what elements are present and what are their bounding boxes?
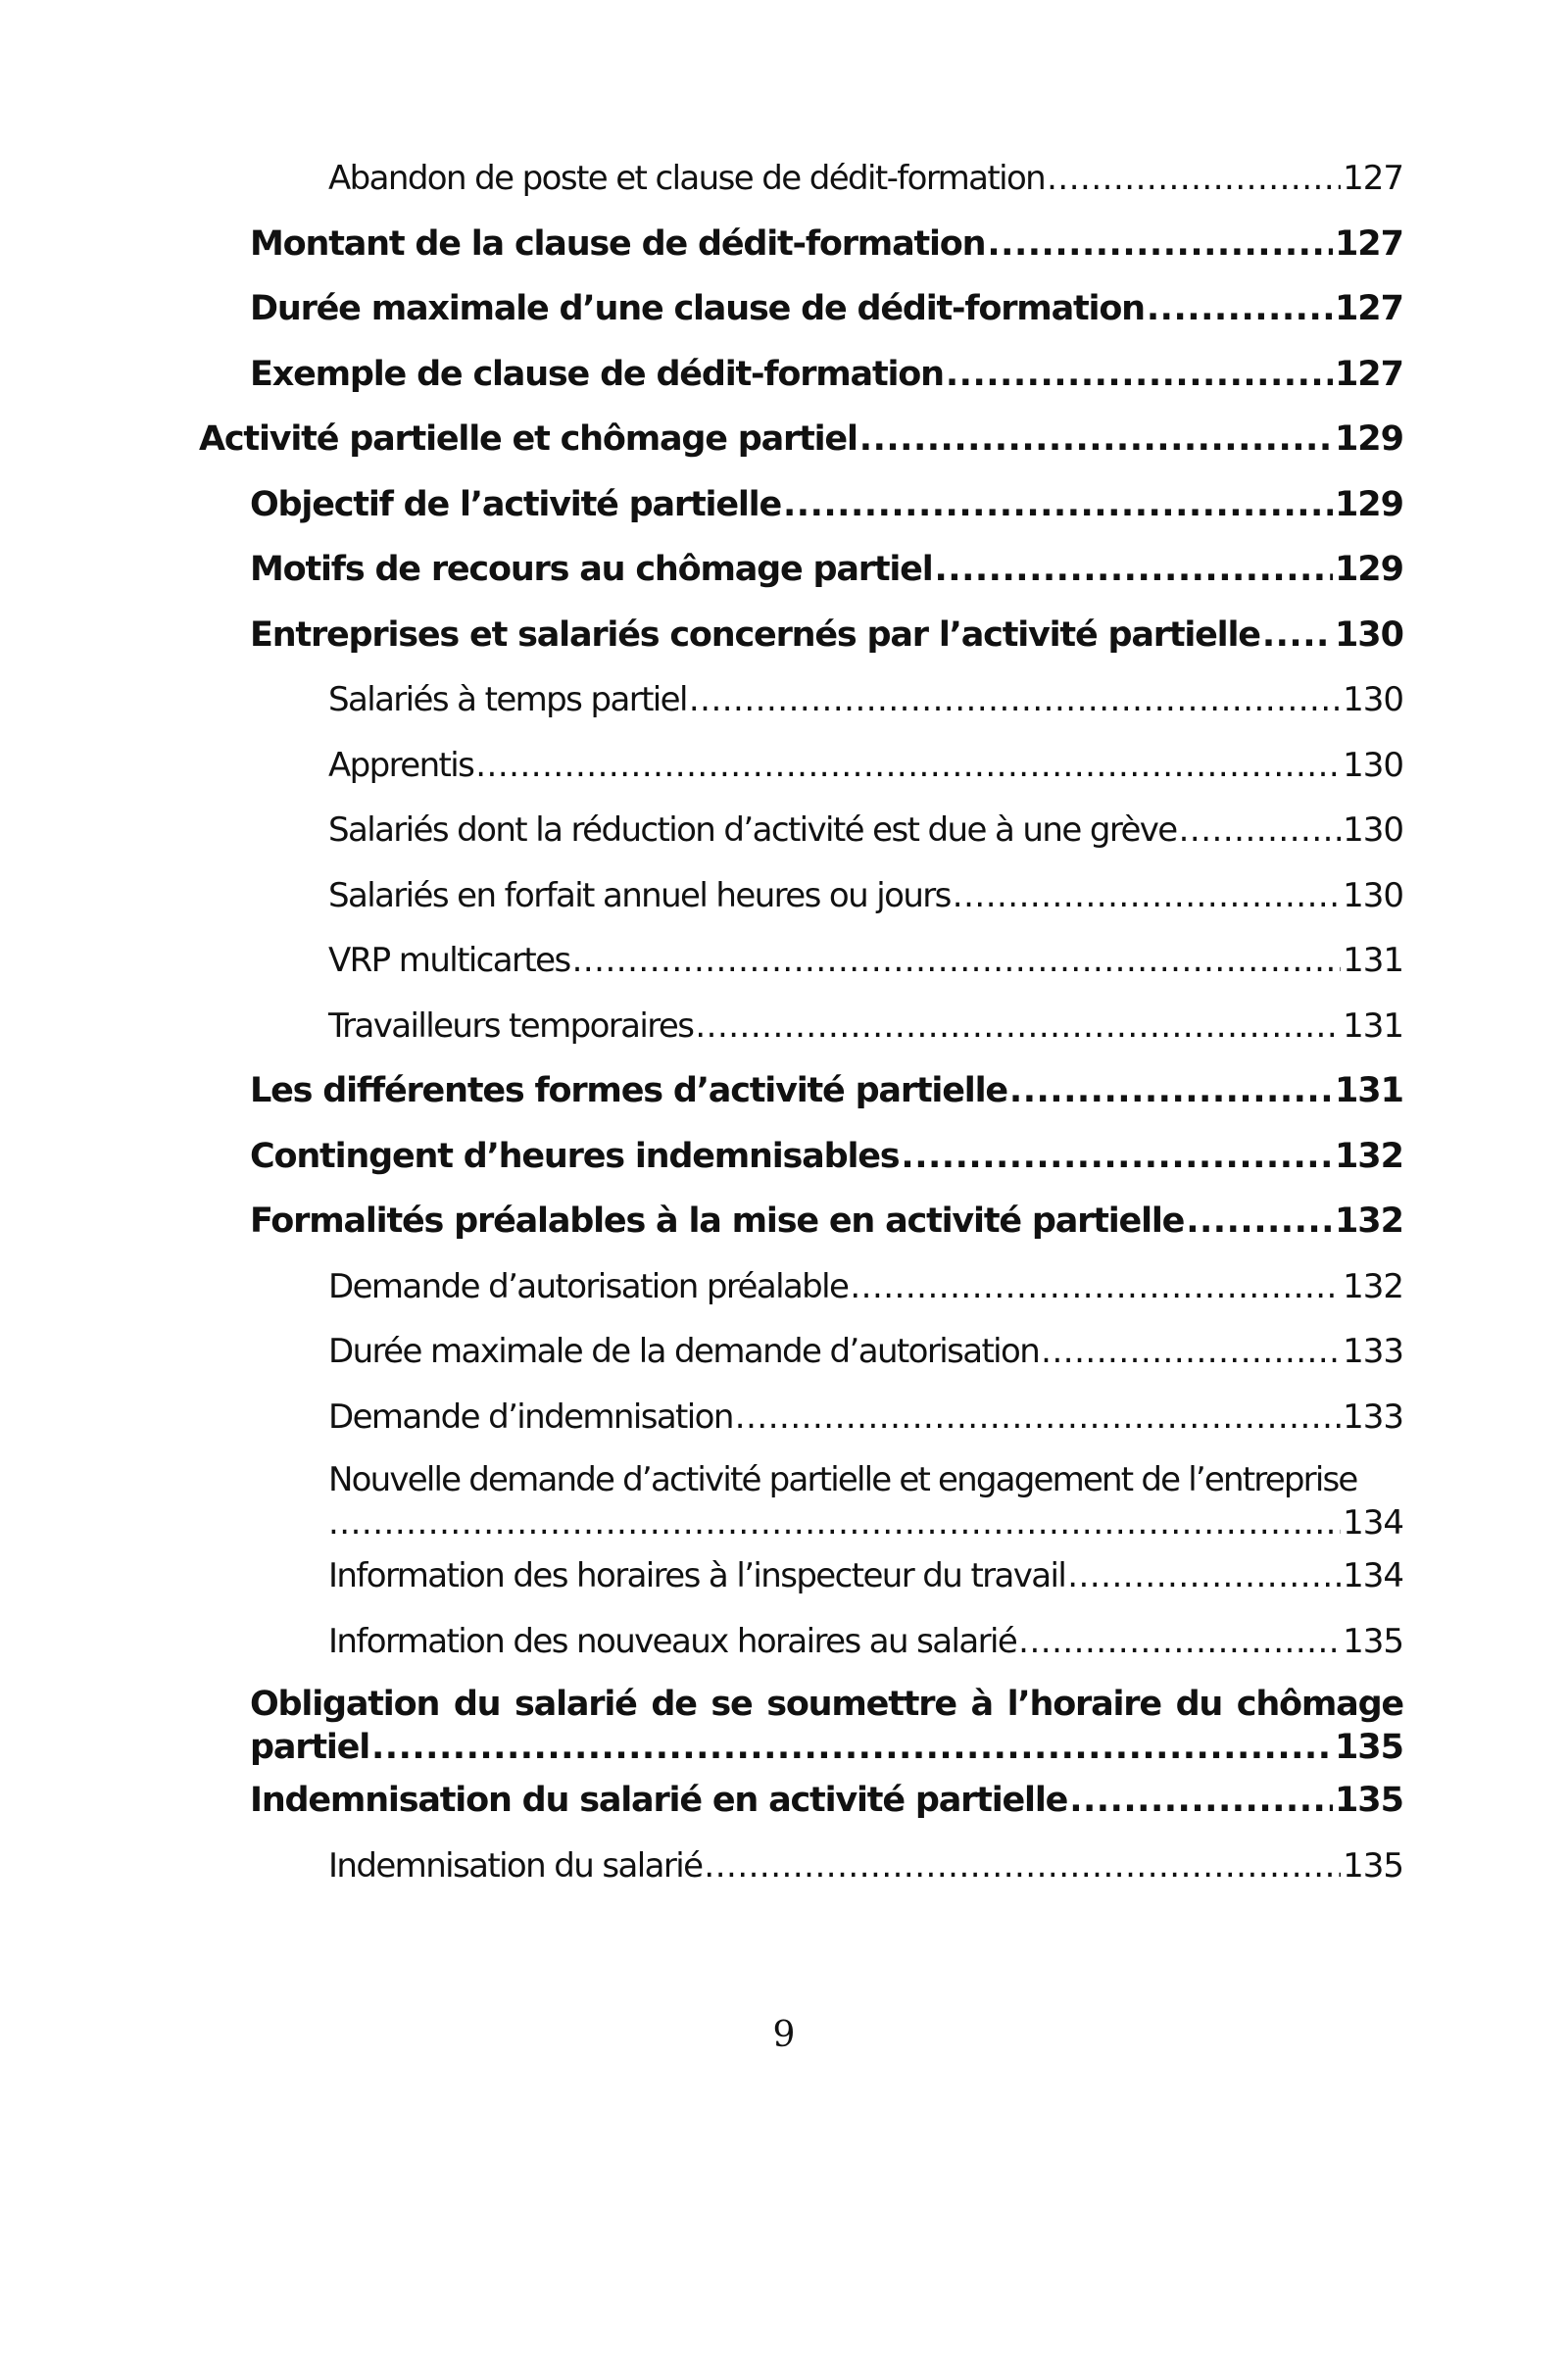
dot-leader xyxy=(1069,1777,1333,1824)
dot-leader xyxy=(371,1726,1333,1769)
toc-entry-title: Exemple de clause de dédit-formation xyxy=(250,354,944,394)
toc-entry-page: 131 xyxy=(1343,1005,1403,1046)
toc-entry-title: Salariés dont la réduction d’activité est due à une grève xyxy=(328,810,1177,850)
toc-entry-page: 130 xyxy=(1343,745,1403,785)
title-word: de xyxy=(651,1685,697,1724)
toc-entry[interactable] xyxy=(0,1777,1568,1842)
toc-entry-page: 133 xyxy=(1343,1397,1403,1437)
toc-entry-page: 129 xyxy=(1334,484,1403,524)
toc-entry-page: 130 xyxy=(1343,875,1403,915)
toc-entry[interactable] xyxy=(0,937,1568,1003)
toc-entry-title: Motifs de recours au chômage partiel xyxy=(250,550,933,589)
toc-entry-title: Demande d’autorisation préalable xyxy=(328,1266,849,1306)
toc-entry-title: Contingent d’heures indemnisables xyxy=(250,1136,900,1176)
toc-entry-title: Nouvelle demande d’activité partielle et engagement de l’entreprise xyxy=(328,1460,1357,1499)
dot-leader xyxy=(704,1842,1341,1889)
dot-leader xyxy=(783,481,1333,528)
toc-entry-title: Apprentis xyxy=(328,745,474,785)
toc-entry-continuation xyxy=(328,1501,1403,1544)
toc-entry-page: 129 xyxy=(1334,419,1403,459)
toc-entry-title: Durée maximale d’une clause de dédit-formation xyxy=(250,289,1145,328)
dot-leader xyxy=(1067,1552,1341,1599)
toc-entry-page: 127 xyxy=(1343,159,1403,198)
toc-entry-page: 134 xyxy=(1343,1556,1403,1595)
dot-leader xyxy=(475,742,1341,789)
toc-entry-page: 129 xyxy=(1334,550,1403,589)
toc-entry-page: 130 xyxy=(1334,614,1403,655)
dot-leader xyxy=(946,351,1333,398)
toc-entry-title: Travailleurs temporaires xyxy=(328,1005,694,1046)
toc-entry[interactable] xyxy=(0,1263,1568,1329)
toc-entry-title: Indemnisation du salarié en activité partielle xyxy=(250,1781,1068,1820)
toc-entry[interactable] xyxy=(0,1394,1568,1459)
toc-entry-page: 132 xyxy=(1334,1136,1403,1176)
dot-leader xyxy=(1018,1618,1341,1665)
toc-entry-title: Objectif de l’activité partielle xyxy=(250,484,781,524)
toc-entry[interactable] xyxy=(0,1003,1568,1068)
toc-entry[interactable] xyxy=(0,1198,1568,1263)
dot-leader xyxy=(328,1501,1341,1544)
dot-leader xyxy=(1147,285,1333,332)
title-word: se xyxy=(710,1685,753,1724)
toc-entry[interactable] xyxy=(0,612,1568,677)
toc-entry-page: 135 xyxy=(1343,1621,1403,1661)
toc-entry[interactable] xyxy=(0,807,1568,872)
toc-entry-page: 127 xyxy=(1334,354,1403,394)
toc-entry-page: 130 xyxy=(1343,680,1403,719)
toc-entry-title: Salariés en forfait annuel heures ou jours xyxy=(328,875,951,915)
toc-entry-title: Salariés à temps partiel xyxy=(328,680,687,719)
toc-entry[interactable] xyxy=(0,351,1568,417)
toc-entry[interactable] xyxy=(0,742,1568,808)
toc-entry-title: Durée maximale de la demande d’autorisation xyxy=(328,1332,1040,1371)
dot-leader xyxy=(953,872,1341,919)
toc-entry-page: 134 xyxy=(1343,1503,1403,1543)
toc-entry-title: Abandon de poste et clause de dédit-formation xyxy=(328,159,1046,198)
dot-leader xyxy=(901,1133,1333,1180)
dot-leader xyxy=(987,221,1333,268)
toc-entry[interactable] xyxy=(0,872,1568,938)
dot-leader xyxy=(859,416,1333,463)
toc-entry-page: 131 xyxy=(1334,1071,1403,1110)
toc-entry-page: 135 xyxy=(1334,1781,1403,1820)
toc-entry[interactable] xyxy=(0,1683,1568,1777)
toc-entry-title: Les différentes formes d’activité partielle xyxy=(250,1071,1007,1110)
toc-entry[interactable] xyxy=(0,1618,1568,1684)
toc-entry-title: Information des horaires à l’inspecteur du travail xyxy=(328,1556,1066,1595)
toc-entry-page: 135 xyxy=(1334,1728,1403,1767)
toc-entry-title: VRP multicartes xyxy=(328,941,570,980)
toc-entry-title-continuation: partiel xyxy=(250,1728,369,1767)
toc-entry[interactable] xyxy=(0,546,1568,612)
toc-entry[interactable] xyxy=(0,155,1568,221)
dot-leader xyxy=(935,546,1333,593)
title-word: chômage xyxy=(1236,1685,1403,1724)
title-word: du xyxy=(453,1685,501,1724)
toc-entry[interactable] xyxy=(0,481,1568,547)
toc-entry-page: 130 xyxy=(1343,810,1403,850)
dot-leader xyxy=(1041,1328,1341,1375)
toc-entry-page: 132 xyxy=(1334,1201,1403,1241)
title-word: salarié xyxy=(514,1685,637,1724)
toc-entry-continuation xyxy=(250,1726,1403,1769)
title-word: du xyxy=(1175,1685,1223,1724)
toc-entry-page: 133 xyxy=(1343,1332,1403,1371)
dot-leader xyxy=(1047,155,1341,202)
toc-entry-title: Demande d’indemnisation xyxy=(328,1397,733,1437)
toc-entry-page: 127 xyxy=(1334,289,1403,328)
toc-entry-title: Montant de la clause de dédit-formation xyxy=(250,223,986,264)
toc-entry[interactable] xyxy=(0,1133,1568,1199)
dot-leader xyxy=(1262,612,1333,659)
title-word: à xyxy=(970,1685,993,1724)
toc-entry[interactable] xyxy=(0,1842,1568,1908)
dot-leader xyxy=(1179,807,1341,854)
toc-entry[interactable] xyxy=(0,1067,1568,1133)
toc-entry-page: 131 xyxy=(1343,941,1403,980)
dot-leader xyxy=(695,1003,1341,1050)
toc-entry-title: Indemnisation du salarié xyxy=(328,1845,703,1886)
dot-leader xyxy=(1186,1198,1333,1245)
toc-entry-title: Formalités préalables à la mise en activité partielle xyxy=(250,1201,1185,1241)
toc-entry[interactable] xyxy=(0,1458,1568,1552)
dot-leader xyxy=(689,676,1341,723)
toc-entry[interactable] xyxy=(0,285,1568,351)
toc-entry-title xyxy=(250,1683,1403,1726)
toc-entry[interactable] xyxy=(0,676,1568,742)
toc-entry-page: 127 xyxy=(1334,223,1403,264)
toc-entry-title: Entreprises et salariés concernés par l’activité partielle xyxy=(250,614,1260,655)
toc-entry[interactable] xyxy=(0,1328,1568,1394)
toc-entry-page: 132 xyxy=(1343,1266,1403,1306)
title-word: l’horaire xyxy=(1006,1685,1161,1724)
title-word: soumettre xyxy=(766,1685,956,1724)
toc-entry-title: Activité partielle et chômage partiel xyxy=(199,419,858,459)
toc-chapter-entry[interactable] xyxy=(0,416,1568,481)
page-number: 9 xyxy=(772,2015,796,2055)
dot-leader xyxy=(735,1394,1341,1441)
dot-leader xyxy=(1009,1067,1333,1114)
dot-leader xyxy=(850,1263,1341,1310)
toc-entry[interactable] xyxy=(0,221,1568,286)
toc-entry-title: Information des nouveaux horaires au salarié xyxy=(328,1621,1017,1661)
toc-entry[interactable] xyxy=(0,1552,1568,1618)
table-of-contents xyxy=(0,155,1568,1907)
title-word: Obligation xyxy=(250,1685,440,1724)
toc-entry-page: 135 xyxy=(1343,1845,1403,1886)
dot-leader xyxy=(572,937,1342,984)
